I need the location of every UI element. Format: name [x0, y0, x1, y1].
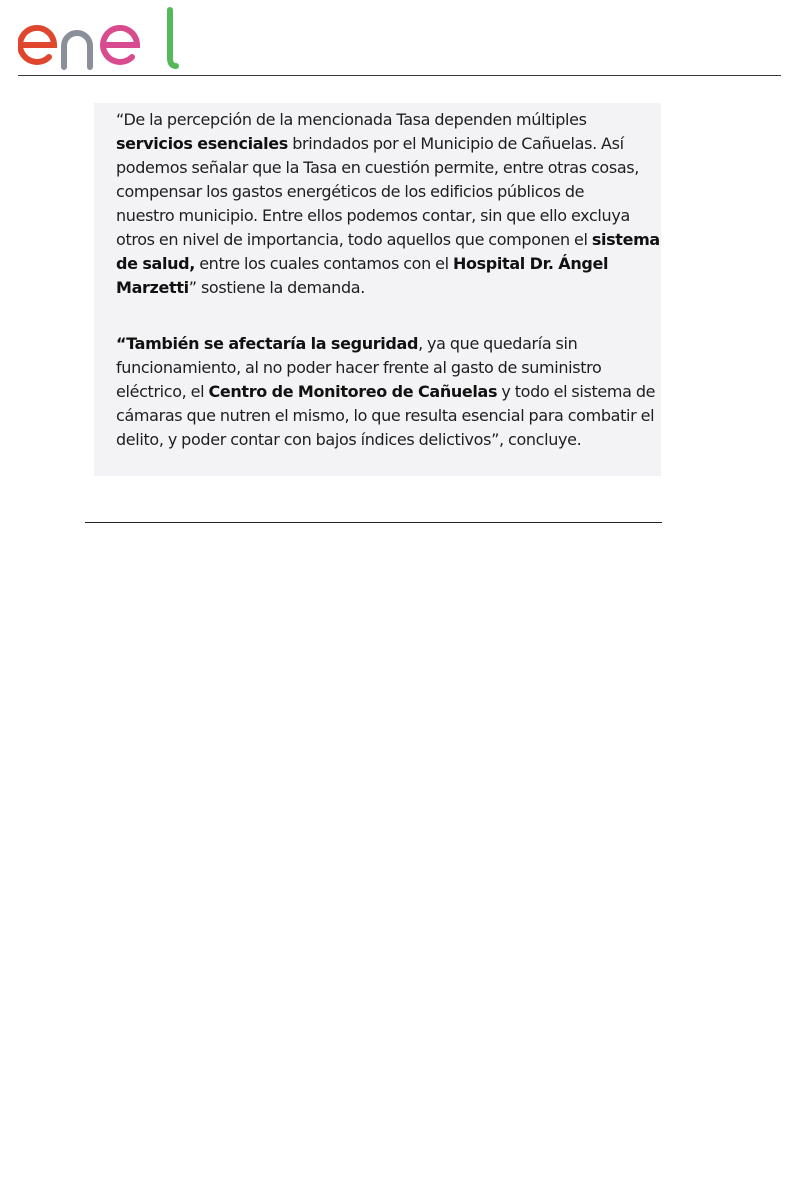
logo-letter-e2: [103, 28, 137, 62]
text-run: podemos señalar que la Tasa en cuestión permite, entre otras cosas,: [116, 158, 640, 177]
text-line: [116, 182, 584, 201]
text-line: [116, 358, 601, 377]
content-divider: [85, 522, 662, 523]
text-line: [116, 406, 654, 425]
text-run: y todo el sistema de: [497, 382, 656, 401]
text-run: compensar los gastos energéticos de los edificios públicos de: [116, 182, 585, 201]
bold-text: servicios esenciales: [116, 134, 288, 153]
text-run: ” sostiene la demanda.: [188, 278, 365, 297]
text-line: [116, 382, 655, 401]
bold-text: Hospital Dr. Ángel: [452, 254, 609, 273]
text-run: eléctrico, el: [116, 382, 209, 401]
logo-letter-e1: [20, 28, 54, 62]
quote-paragraph-2: [116, 332, 656, 452]
bold-text: Centro de Monitoreo de Cañuelas: [208, 382, 498, 401]
bold-text: “También se afectaría la seguridad: [116, 334, 419, 353]
logo-letter-n: [64, 33, 90, 67]
text-run: funcionamiento, al no poder hacer frente al gasto de suministro: [116, 358, 602, 377]
enel-logo-graphic: [18, 6, 184, 70]
enel-logo[interactable]: [18, 6, 184, 70]
text-run: cámaras que nutren el mismo, lo que resulta esencial para combatir el: [116, 406, 655, 425]
text-line: [116, 334, 577, 353]
logo-letter-l: [170, 10, 176, 66]
text-run: otros en nivel de importancia, todo aquellos que componen el: [116, 230, 592, 249]
text-line: [116, 110, 587, 129]
text-line: [116, 206, 630, 225]
bold-text: de salud,: [116, 254, 195, 273]
text-line: [116, 158, 639, 177]
bold-text: sistema: [591, 230, 660, 249]
text-run: “De la percepción de la mencionada Tasa dependen múltiples: [116, 110, 587, 129]
text-line: [116, 254, 608, 273]
text-run: entre los cuales contamos con el: [194, 254, 453, 273]
text-line: [116, 430, 581, 449]
quote-block: [94, 103, 661, 476]
quote-paragraph-1: [116, 108, 660, 300]
text-run: nuestro municipio. Entre ellos podemos contar, sin que ello excluya: [116, 206, 630, 225]
text-line: [116, 230, 660, 249]
page-header: [18, 0, 781, 76]
bold-text: Marzetti: [116, 278, 189, 297]
text-run: , ya que quedaría sin: [418, 334, 578, 353]
text-run: delito, y poder contar con bajos índices delictivos”, concluye.: [116, 430, 582, 449]
text-line: [116, 134, 624, 153]
text-line: [116, 278, 365, 297]
text-run: brindados por el Municipio de Cañuelas. Así: [287, 134, 624, 153]
